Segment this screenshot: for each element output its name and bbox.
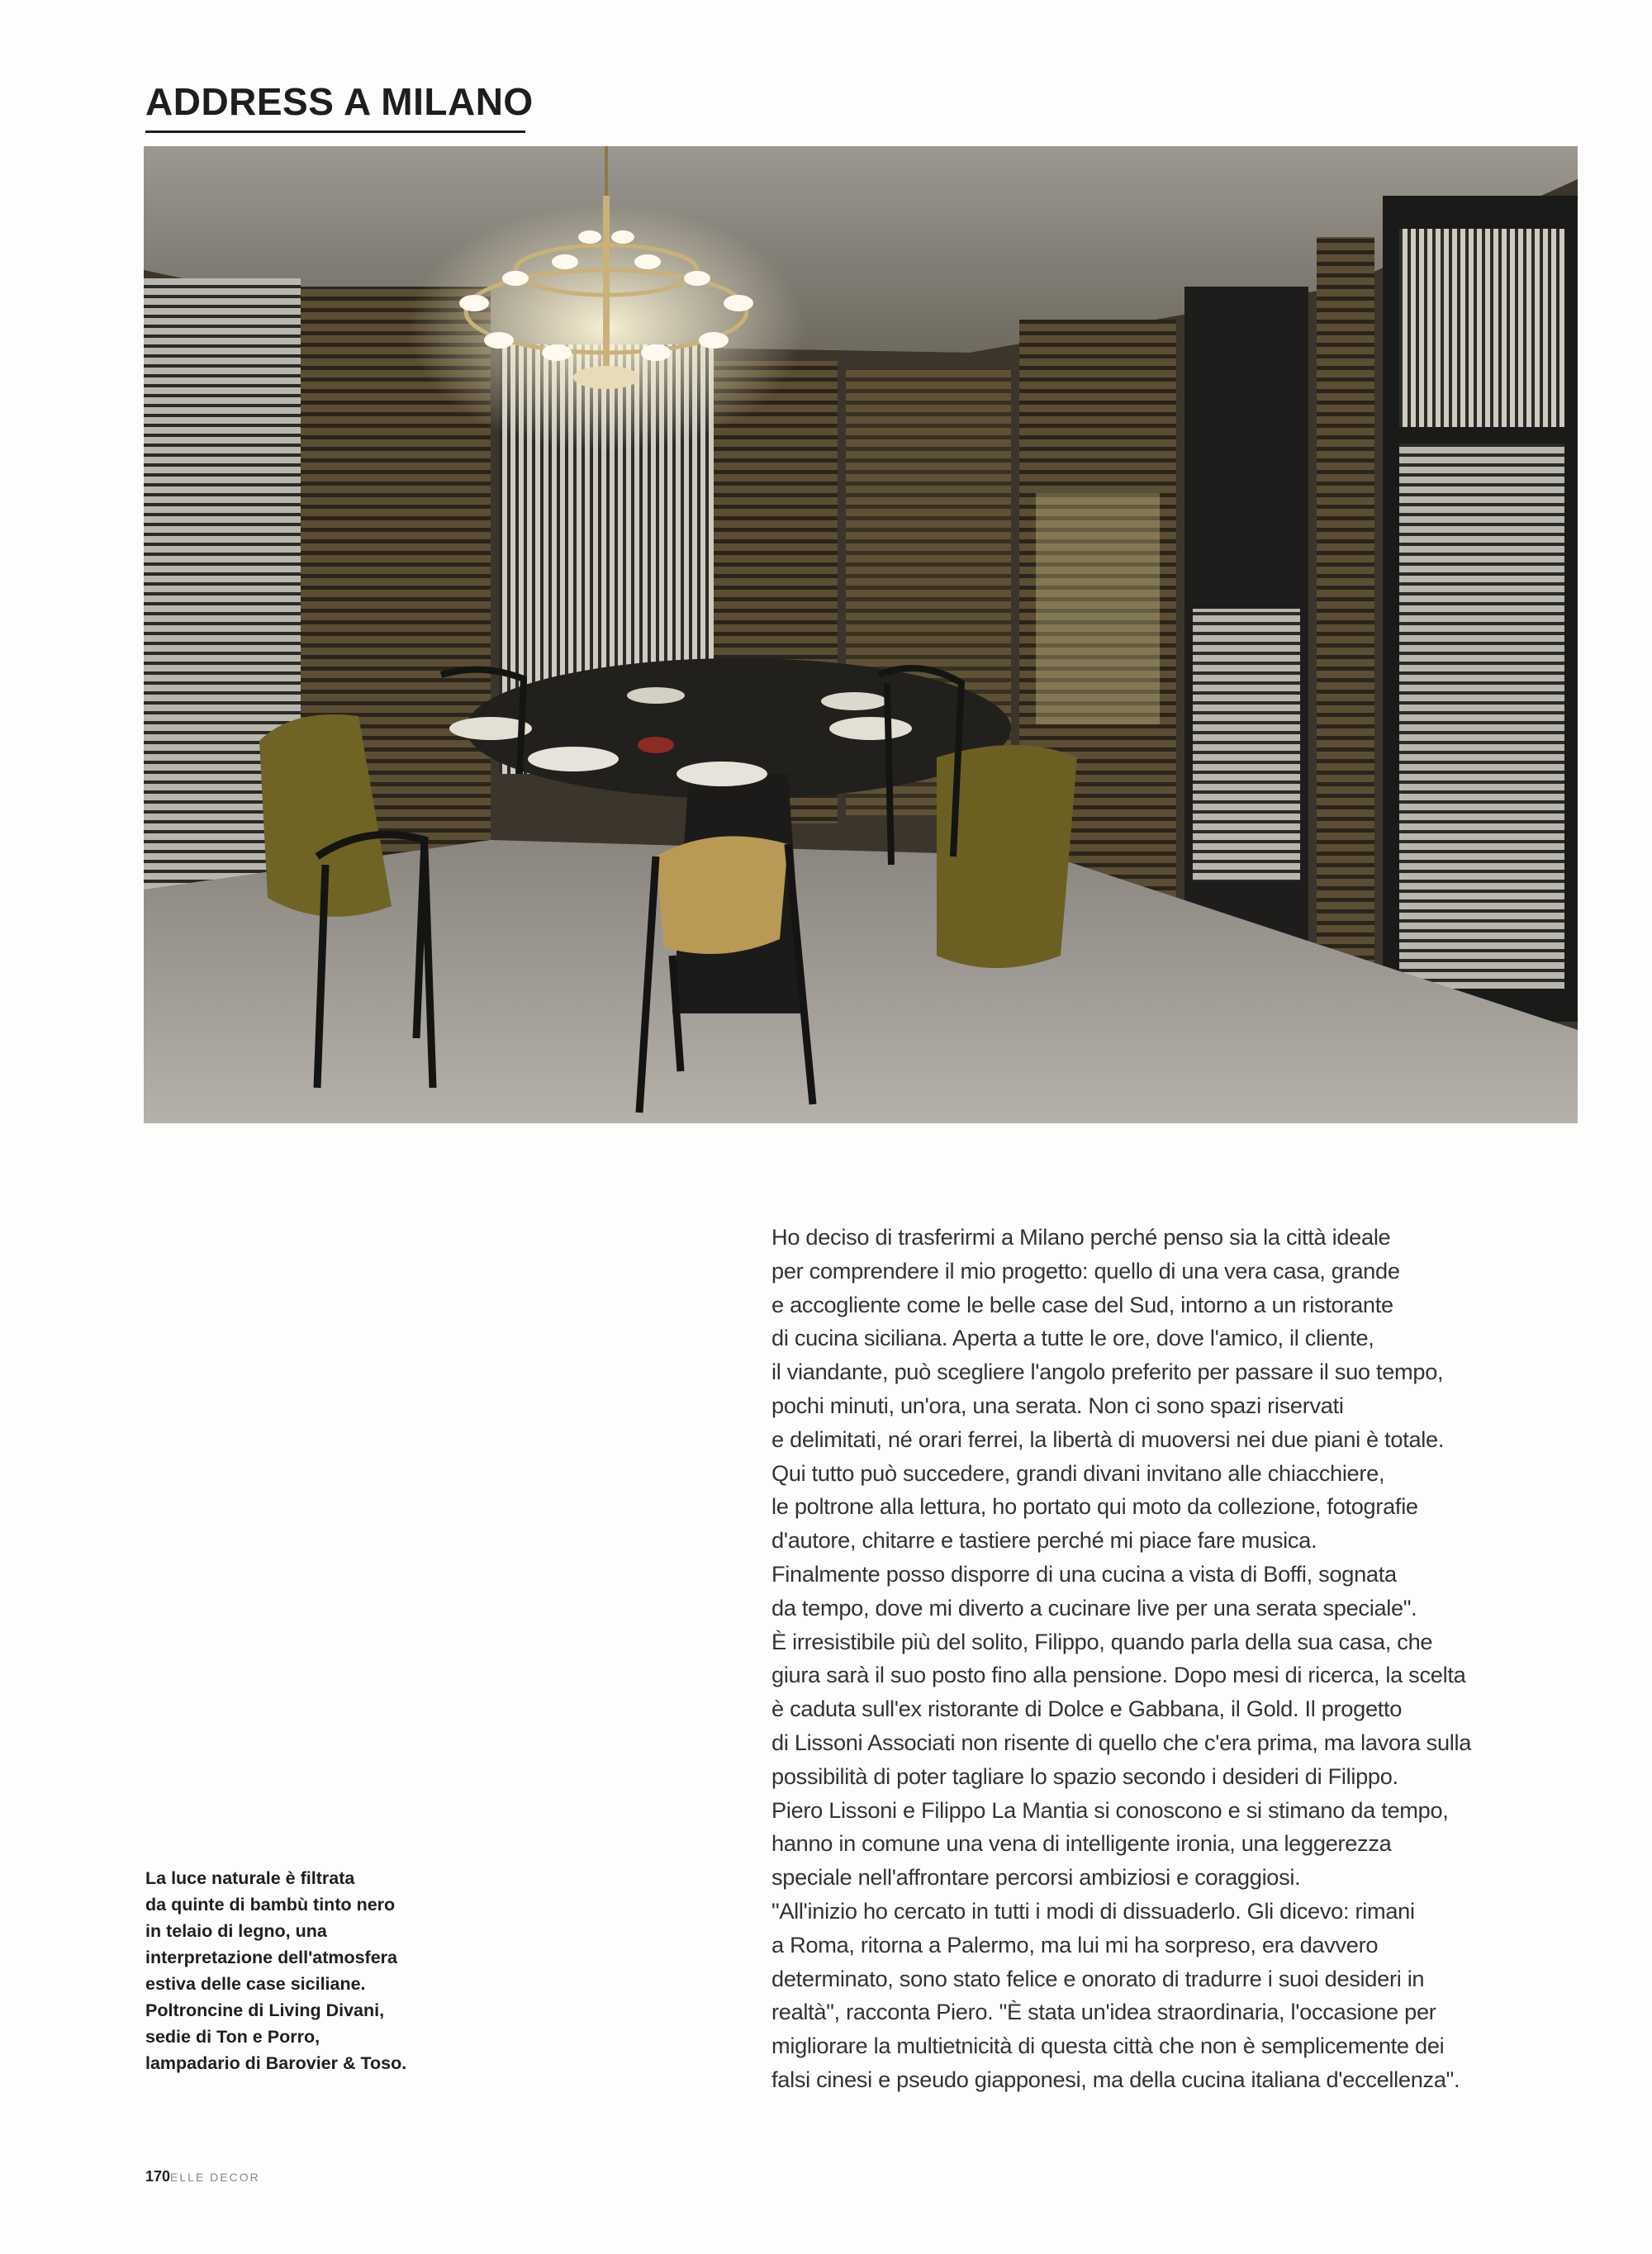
article-line: giura sarà il suo posto fino alla pensione. Dopo mesi di ricerca, la scelta	[771, 1662, 1466, 1688]
article-body	[771, 1221, 1581, 2097]
article-line: hanno in comune una vena di intelligente ironia, una leggerezza	[771, 1830, 1392, 1857]
article-line: da tempo, dove mi diverto a cucinare live per una serata speciale".	[771, 1594, 1417, 1621]
article-line: d'autore, chitarre e tastiere perché mi piace fare musica.	[771, 1527, 1317, 1554]
photo-illustration	[144, 146, 1578, 1123]
page-footer	[145, 2168, 260, 2185]
article-line: migliorare la multietnicità di questa città che non è semplicemente dei	[771, 2033, 1445, 2059]
dining-room-photo	[144, 146, 1578, 1123]
article-line: di Lissoni Associati non risente di quello che c'era prima, ma lavora sulla	[771, 1729, 1472, 1755]
caption-line: sedie di Ton e Porro,	[145, 2027, 320, 2047]
article-line: determinato, sono stato felice e onorato di tradurre i suoi desideri in	[771, 1965, 1425, 1991]
caption-line: La luce naturale è filtrata	[145, 1868, 355, 1888]
title-underline	[145, 130, 525, 133]
article-line: pochi minuti, un'ora, una serata. Non ci sono spazi riservati	[771, 1392, 1344, 1418]
article-line: Ho deciso di trasferirmi a Milano perché penso sia la città ideale	[771, 1224, 1391, 1250]
article-line: realtà", racconta Piero. "È stata un'idea straordinaria, l'occasione per	[771, 1999, 1436, 2025]
article-line: speciale nell'affrontare percorsi ambiziosi e coraggiosi.	[771, 1864, 1301, 1891]
article-line: falsi cinesi e pseudo giapponesi, ma della cucina italiana d'eccellenza".	[771, 2066, 1460, 2092]
article-line: e delimitati, né orari ferrei, la libertà di muoversi nei due piani è totale.	[771, 1426, 1445, 1452]
article-line: per comprendere il mio progetto: quello di una vera casa, grande	[771, 1257, 1400, 1284]
article-line: Piero Lissoni e Filippo La Mantia si conoscono e si stimano da tempo,	[771, 1796, 1449, 1823]
caption-line: interpretazione dell'atmosfera	[145, 1948, 397, 1967]
article-line: Finalmente posso disporre di una cucina a vista di Boffi, sognata	[771, 1560, 1397, 1587]
caption-line: in telaio di legno, una	[145, 1921, 327, 1941]
caption-line: da quinte di bambù tinto nero	[145, 1895, 396, 1915]
article-line: possibilità di poter tagliare lo spazio secondo i desideri di Filippo.	[771, 1763, 1398, 1789]
article-line: le poltrone alla lettura, ho portato qui moto da collezione, fotografie	[771, 1493, 1418, 1520]
article-line: e accogliente come le belle case del Sud, intorno a un ristorante	[771, 1291, 1393, 1317]
article-line: "All'inizio ho cercato in tutti i modi di dissuaderlo. Gli dicevo: rimani	[771, 1897, 1415, 1924]
article-line: è caduta sull'ex ristorante di Dolce e Gabbana, il Gold. Il progetto	[771, 1696, 1403, 1722]
caption-line: Poltroncine di Living Divani,	[145, 2000, 385, 2020]
section-title: ADDRESS A MILANO	[145, 80, 534, 123]
magazine-name: ELLE DECOR	[170, 2171, 260, 2184]
article-line: È irresistibile più del solito, Filippo, quando parla della sua casa, che	[771, 1628, 1433, 1654]
article-line: Qui tutto può succedere, grandi divani invitano alle chiacchiere,	[771, 1459, 1385, 1486]
page-number: 170	[145, 2168, 171, 2185]
article-line: il viandante, può scegliere l'angolo preferito per passare il suo tempo,	[771, 1359, 1444, 1385]
photo-caption	[145, 1865, 492, 2076]
article-line: a Roma, ritorna a Palermo, ma lui mi ha sorpreso, era davvero	[771, 1931, 1379, 1957]
caption-line: estiva delle case siciliane.	[145, 1974, 366, 1994]
article-line: di cucina siciliana. Aperta a tutte le ore, dove l'amico, il cliente,	[771, 1325, 1374, 1351]
caption-line: lampadario di Barovier & Toso.	[145, 2053, 407, 2073]
